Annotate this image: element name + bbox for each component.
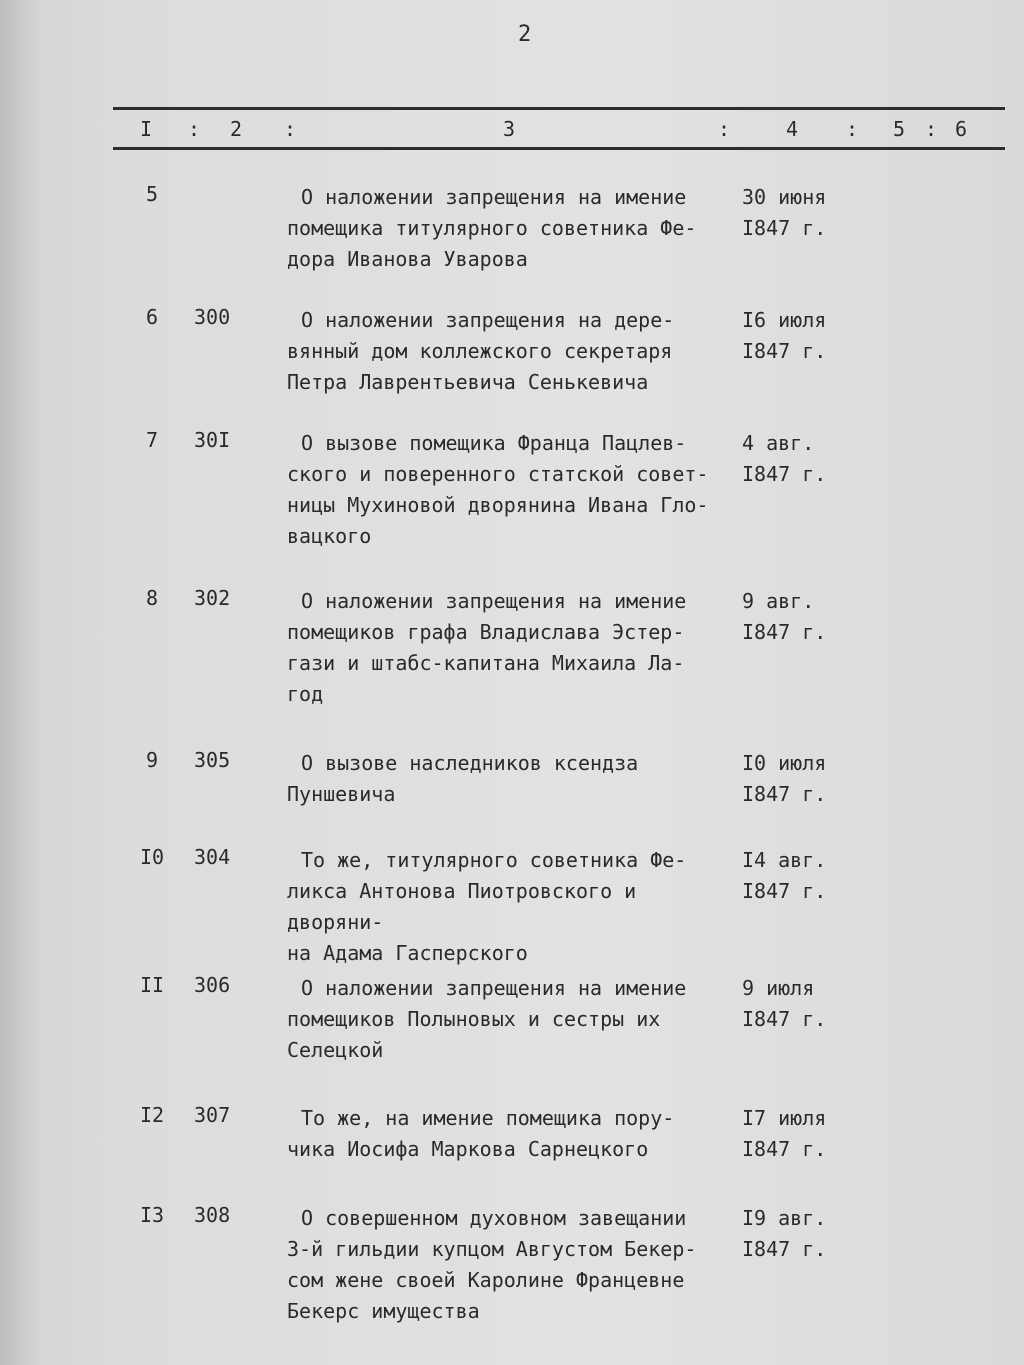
row-date: I4 авг. I847 г. [742, 848, 827, 903]
col-separator: : [925, 117, 938, 141]
row-description: О вызове наследников ксендза Пуншевича [287, 751, 639, 806]
row-index: II [139, 973, 165, 997]
row-date: I7 июля I847 г. [742, 1106, 827, 1161]
row-number: 307 [194, 1103, 231, 1127]
row-description: То же, титулярного советника Фе- ликса Антонова Пиотровского и дворяни- на Адама Гасперского [287, 848, 687, 965]
row-date: 9 июля I847 г. [742, 976, 827, 1031]
row-date: 9 авг. I847 г. [742, 589, 827, 644]
row-index: 6 [145, 305, 159, 329]
row-number: 306 [194, 973, 231, 997]
row-description: О наложении запрещения на имение помещиков Полыновых и сестры их Селецкой [287, 976, 687, 1062]
col-head-1: I [140, 117, 153, 141]
row-index: I2 [139, 1103, 165, 1127]
row-index: I0 [139, 845, 165, 869]
header-rule-top [113, 107, 1005, 110]
col-head-5: 5 [893, 117, 906, 141]
col-separator: : [718, 117, 731, 141]
row-index: 9 [145, 748, 159, 772]
row-index: I3 [139, 1203, 165, 1227]
row-date: I6 июля I847 г. [742, 308, 827, 363]
row-date: 30 июня I847 г. [742, 185, 827, 240]
row-number: 304 [194, 845, 231, 869]
page-number: 2 [518, 22, 532, 47]
row-date: I0 июля I847 г. [742, 751, 827, 806]
row-description: То же, на имение помещика пору- чика Иосифа Маркова Сарнецкого [287, 1106, 675, 1161]
col-separator: : [846, 117, 859, 141]
row-date: I9 авг. I847 г. [742, 1206, 827, 1261]
row-date: 4 авг. I847 г. [742, 431, 827, 486]
col-head-2: 2 [230, 117, 243, 141]
col-head-6: 6 [955, 117, 968, 141]
row-number: 30I [194, 428, 231, 452]
row-number: 302 [194, 586, 231, 610]
row-index: 7 [145, 428, 159, 452]
row-description: О совершенном духовном завещании 3-й гильдии купцом Августом Бекер- сом жене своей Каролине Францевне Бекерс имущества [287, 1206, 697, 1323]
row-description: О вызове помещика Франца Пацлев- ского и поверенного статской совет- ницы Мухиновой дворянина Ивана Гло- вацкого [287, 431, 709, 548]
row-index: 5 [145, 182, 159, 206]
row-number: 308 [194, 1203, 231, 1227]
col-separator: : [188, 117, 201, 141]
row-description: О наложении запрещения на имение помещиков графа Владислава Эстер- гази и штабс-капитана Михаила Ла- год [287, 589, 687, 706]
row-index: 8 [145, 586, 159, 610]
col-head-4: 4 [786, 117, 799, 141]
row-description: О наложении запрещения на имение помещика титулярного советника Фе- дора Иванова Уварова [287, 185, 697, 271]
col-separator: : [284, 117, 297, 141]
header-rule-bottom [113, 147, 1005, 150]
row-number: 300 [194, 305, 231, 329]
row-number: 305 [194, 748, 231, 772]
row-description: О наложении запрещения на дере- вянный дом коллежского секретаря Петра Лаврентьевича Сенькевича [287, 308, 675, 394]
col-head-3: 3 [503, 117, 516, 141]
